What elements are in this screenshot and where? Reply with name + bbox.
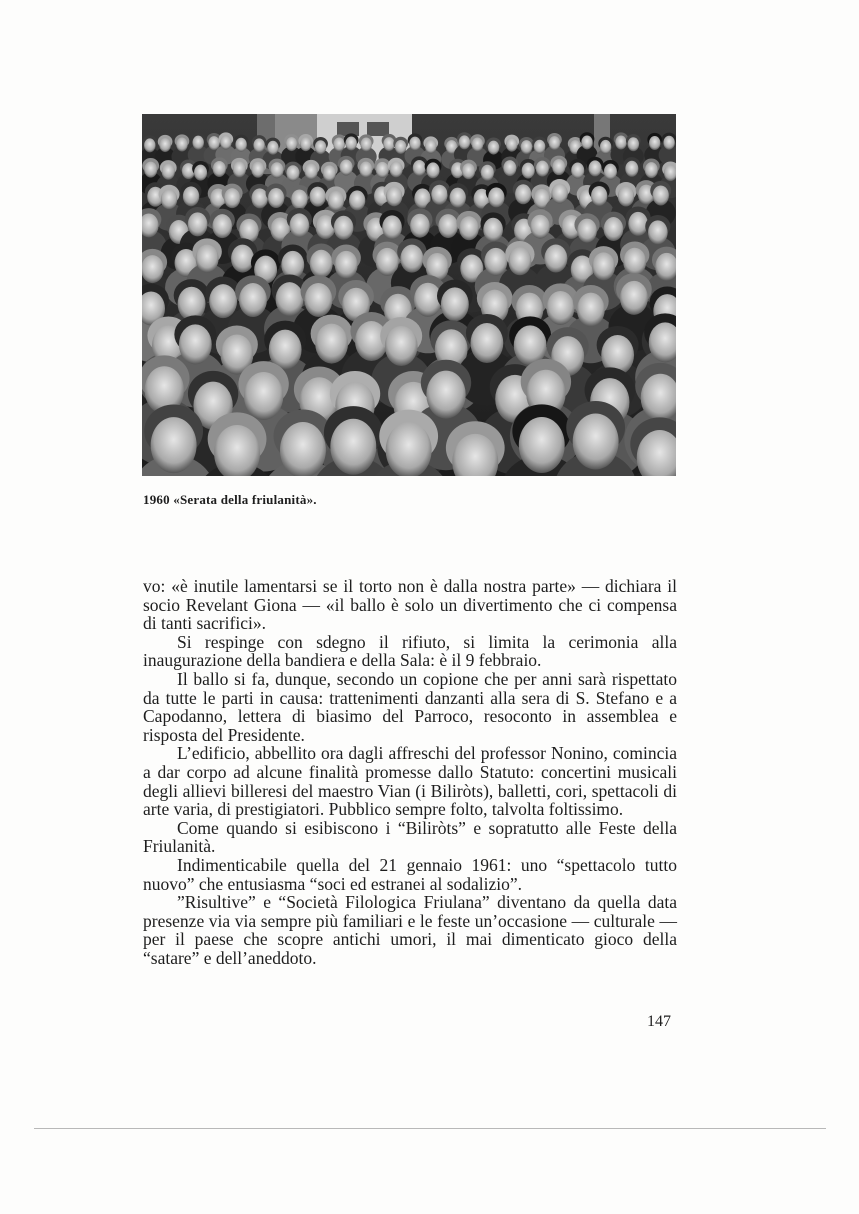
- person-face: [536, 161, 549, 177]
- person-face: [235, 138, 246, 152]
- paragraph-5: Come quando si esibiscono i “Biliròts” e sopratutto alle Feste della Friulanità.: [143, 817, 677, 857]
- person-face: [438, 214, 458, 238]
- person-face: [431, 185, 447, 205]
- person-face: [628, 137, 639, 151]
- person-face: [426, 371, 465, 419]
- person-face: [383, 137, 394, 151]
- person-face: [410, 214, 430, 238]
- person-face: [335, 251, 358, 279]
- person-face: [315, 140, 326, 154]
- person-face: [483, 218, 503, 242]
- person-face: [588, 160, 601, 176]
- person-face: [663, 136, 674, 150]
- person-face: [305, 163, 318, 179]
- person-face: [286, 137, 297, 151]
- person-face: [506, 138, 517, 152]
- person-face: [648, 220, 668, 244]
- person-face: [270, 162, 283, 178]
- person-face: [552, 159, 565, 175]
- person-face: [328, 191, 344, 211]
- person-face: [471, 323, 504, 363]
- person-face: [519, 417, 565, 473]
- person-face: [604, 217, 624, 241]
- person-face: [462, 163, 475, 179]
- person-face: [625, 161, 638, 177]
- person-face: [615, 136, 626, 150]
- person-face: [161, 189, 177, 209]
- paragraph-4: L’edificio, abbellito ora dagli affreschi del professor Nonino, comincia a dar corpo ad alcune finalità promesse dallo Statuto: concertini musicali degli allievi billeresi del maestro Vian (i Biliròts), balletti, cori, spettacoli di arte varia, di prestigiatori. Pubblico sempre folto, talvolta foltissimo.: [143, 743, 677, 820]
- person-face: [481, 165, 494, 181]
- person-face: [142, 255, 164, 283]
- person-face: [390, 161, 403, 177]
- person-face: [349, 190, 365, 210]
- person-face: [323, 165, 336, 181]
- person-face: [253, 138, 264, 152]
- person-face: [144, 138, 155, 152]
- person-face: [577, 293, 605, 327]
- person-face: [334, 216, 354, 240]
- person-face: [162, 164, 175, 180]
- person-face: [413, 160, 426, 176]
- person-face: [653, 185, 669, 205]
- person-face: [310, 187, 326, 207]
- person-face: [376, 162, 389, 178]
- person-face: [441, 287, 469, 321]
- person-face: [345, 137, 356, 151]
- person-face: [208, 136, 219, 150]
- person-face: [581, 135, 592, 149]
- person-face: [459, 135, 470, 149]
- person-face: [649, 136, 660, 150]
- person-face: [220, 136, 231, 150]
- person-face: [144, 162, 157, 178]
- person-face: [280, 422, 326, 476]
- person-face: [472, 137, 483, 151]
- person-face: [360, 138, 371, 152]
- person-face: [604, 164, 617, 180]
- person-face: [340, 159, 353, 175]
- person-face: [151, 417, 197, 473]
- person-face: [239, 283, 267, 317]
- person-face: [300, 137, 311, 151]
- photo-caption: 1960 «Serata della friulanità».: [143, 492, 317, 507]
- person-face: [281, 251, 304, 279]
- person-face: [212, 214, 232, 238]
- person-face: [213, 161, 226, 177]
- person-face: [592, 252, 615, 280]
- person-face: [628, 212, 648, 236]
- person-face: [224, 188, 240, 208]
- person-face: [252, 188, 268, 208]
- person-face: [209, 284, 237, 318]
- person-face: [618, 186, 634, 206]
- person-face: [330, 419, 376, 475]
- person-face: [290, 213, 310, 237]
- person-face: [530, 215, 550, 239]
- paragraph-1: vo: «è inutile lamentarsi se il torto non è dalla nostra parte» — dichiara il socio Revelant Giona — «il ballo è solo un divertimento che ci compensa di tanti sacrifici».: [143, 576, 677, 634]
- person-face: [251, 162, 264, 178]
- person-face: [400, 245, 423, 273]
- person-face: [286, 165, 299, 181]
- person-face: [459, 216, 479, 240]
- person-face: [159, 138, 170, 152]
- person-face: [577, 219, 597, 243]
- person-face: [600, 140, 611, 154]
- person-face: [233, 161, 246, 177]
- person-face: [267, 141, 278, 155]
- person-face: [188, 212, 208, 236]
- person-face: [386, 186, 402, 206]
- person-face: [488, 141, 499, 155]
- person-face: [395, 140, 406, 154]
- person-face: [192, 136, 203, 150]
- person-face: [425, 140, 436, 154]
- person-face: [194, 165, 207, 181]
- person-face: [620, 281, 648, 315]
- person-face: [333, 137, 344, 151]
- paragraph-6: Indimenticabile quella del 21 gennaio 1961: uno “spettacolo tutto nuovo” che entusiasma “soci ed estranei al sodalizio”.: [143, 854, 677, 894]
- person-face: [623, 248, 646, 276]
- person-face: [484, 248, 507, 276]
- person-face: [310, 250, 333, 278]
- person-face: [276, 282, 304, 316]
- person-face: [385, 326, 418, 366]
- person-face: [178, 287, 206, 321]
- person-face: [176, 138, 187, 152]
- person-face: [382, 215, 402, 239]
- person-face: [591, 186, 607, 206]
- person-face: [503, 160, 516, 176]
- person-face: [409, 137, 420, 151]
- person-face: [231, 245, 254, 273]
- page-number: 147: [647, 1013, 671, 1030]
- person-face: [179, 324, 212, 364]
- scan-edge-line: [34, 1128, 826, 1129]
- person-face: [488, 187, 504, 207]
- person-face: [544, 245, 567, 273]
- paragraph-3: Il ballo si fa, dunque, secondo un copione che per anni sarà rispettato da tutte le parti in causa: trattenimenti danzanti alla sera di S. Stefano e a Capodanno, lettera di biasimo del Parroco, resoconto in assemblea e risposta del Presidente.: [143, 668, 677, 745]
- person-face: [549, 136, 560, 150]
- person-face: [386, 422, 432, 476]
- paragraph-7: ”Risultive” e “Società Filologica Friulana” diventano da quella data presenze via via sempre più familiari e le feste un’occasione — culturale — per il paese che scopre antichi umori, il mai dimenticato gioco della “satare” e dell’aneddoto.: [143, 892, 677, 968]
- crowd-photograph: [142, 114, 676, 476]
- person-face: [315, 324, 348, 364]
- person-face: [534, 140, 545, 154]
- person-face: [196, 245, 219, 273]
- body-text: [143, 577, 677, 967]
- person-face: [547, 291, 575, 325]
- person-face: [551, 184, 567, 204]
- person-face: [515, 184, 531, 204]
- person-face: [450, 188, 466, 208]
- person-face: [573, 414, 619, 470]
- person-face: [521, 140, 532, 154]
- person-face: [304, 283, 332, 317]
- person-face: [359, 162, 372, 178]
- person-face: [244, 372, 283, 420]
- person-face: [571, 163, 584, 179]
- person-face: [268, 188, 284, 208]
- person-face: [426, 162, 439, 178]
- person-face: [183, 186, 199, 206]
- person-face: [508, 247, 531, 275]
- person-face: [291, 189, 307, 209]
- paragraph-2: Si respinge con sdegno il rifiuto, si limita la cerimonia alla inaugurazione della bandiera e della Sala: è il 9 febbraio.: [143, 631, 677, 671]
- person-face: [645, 162, 658, 178]
